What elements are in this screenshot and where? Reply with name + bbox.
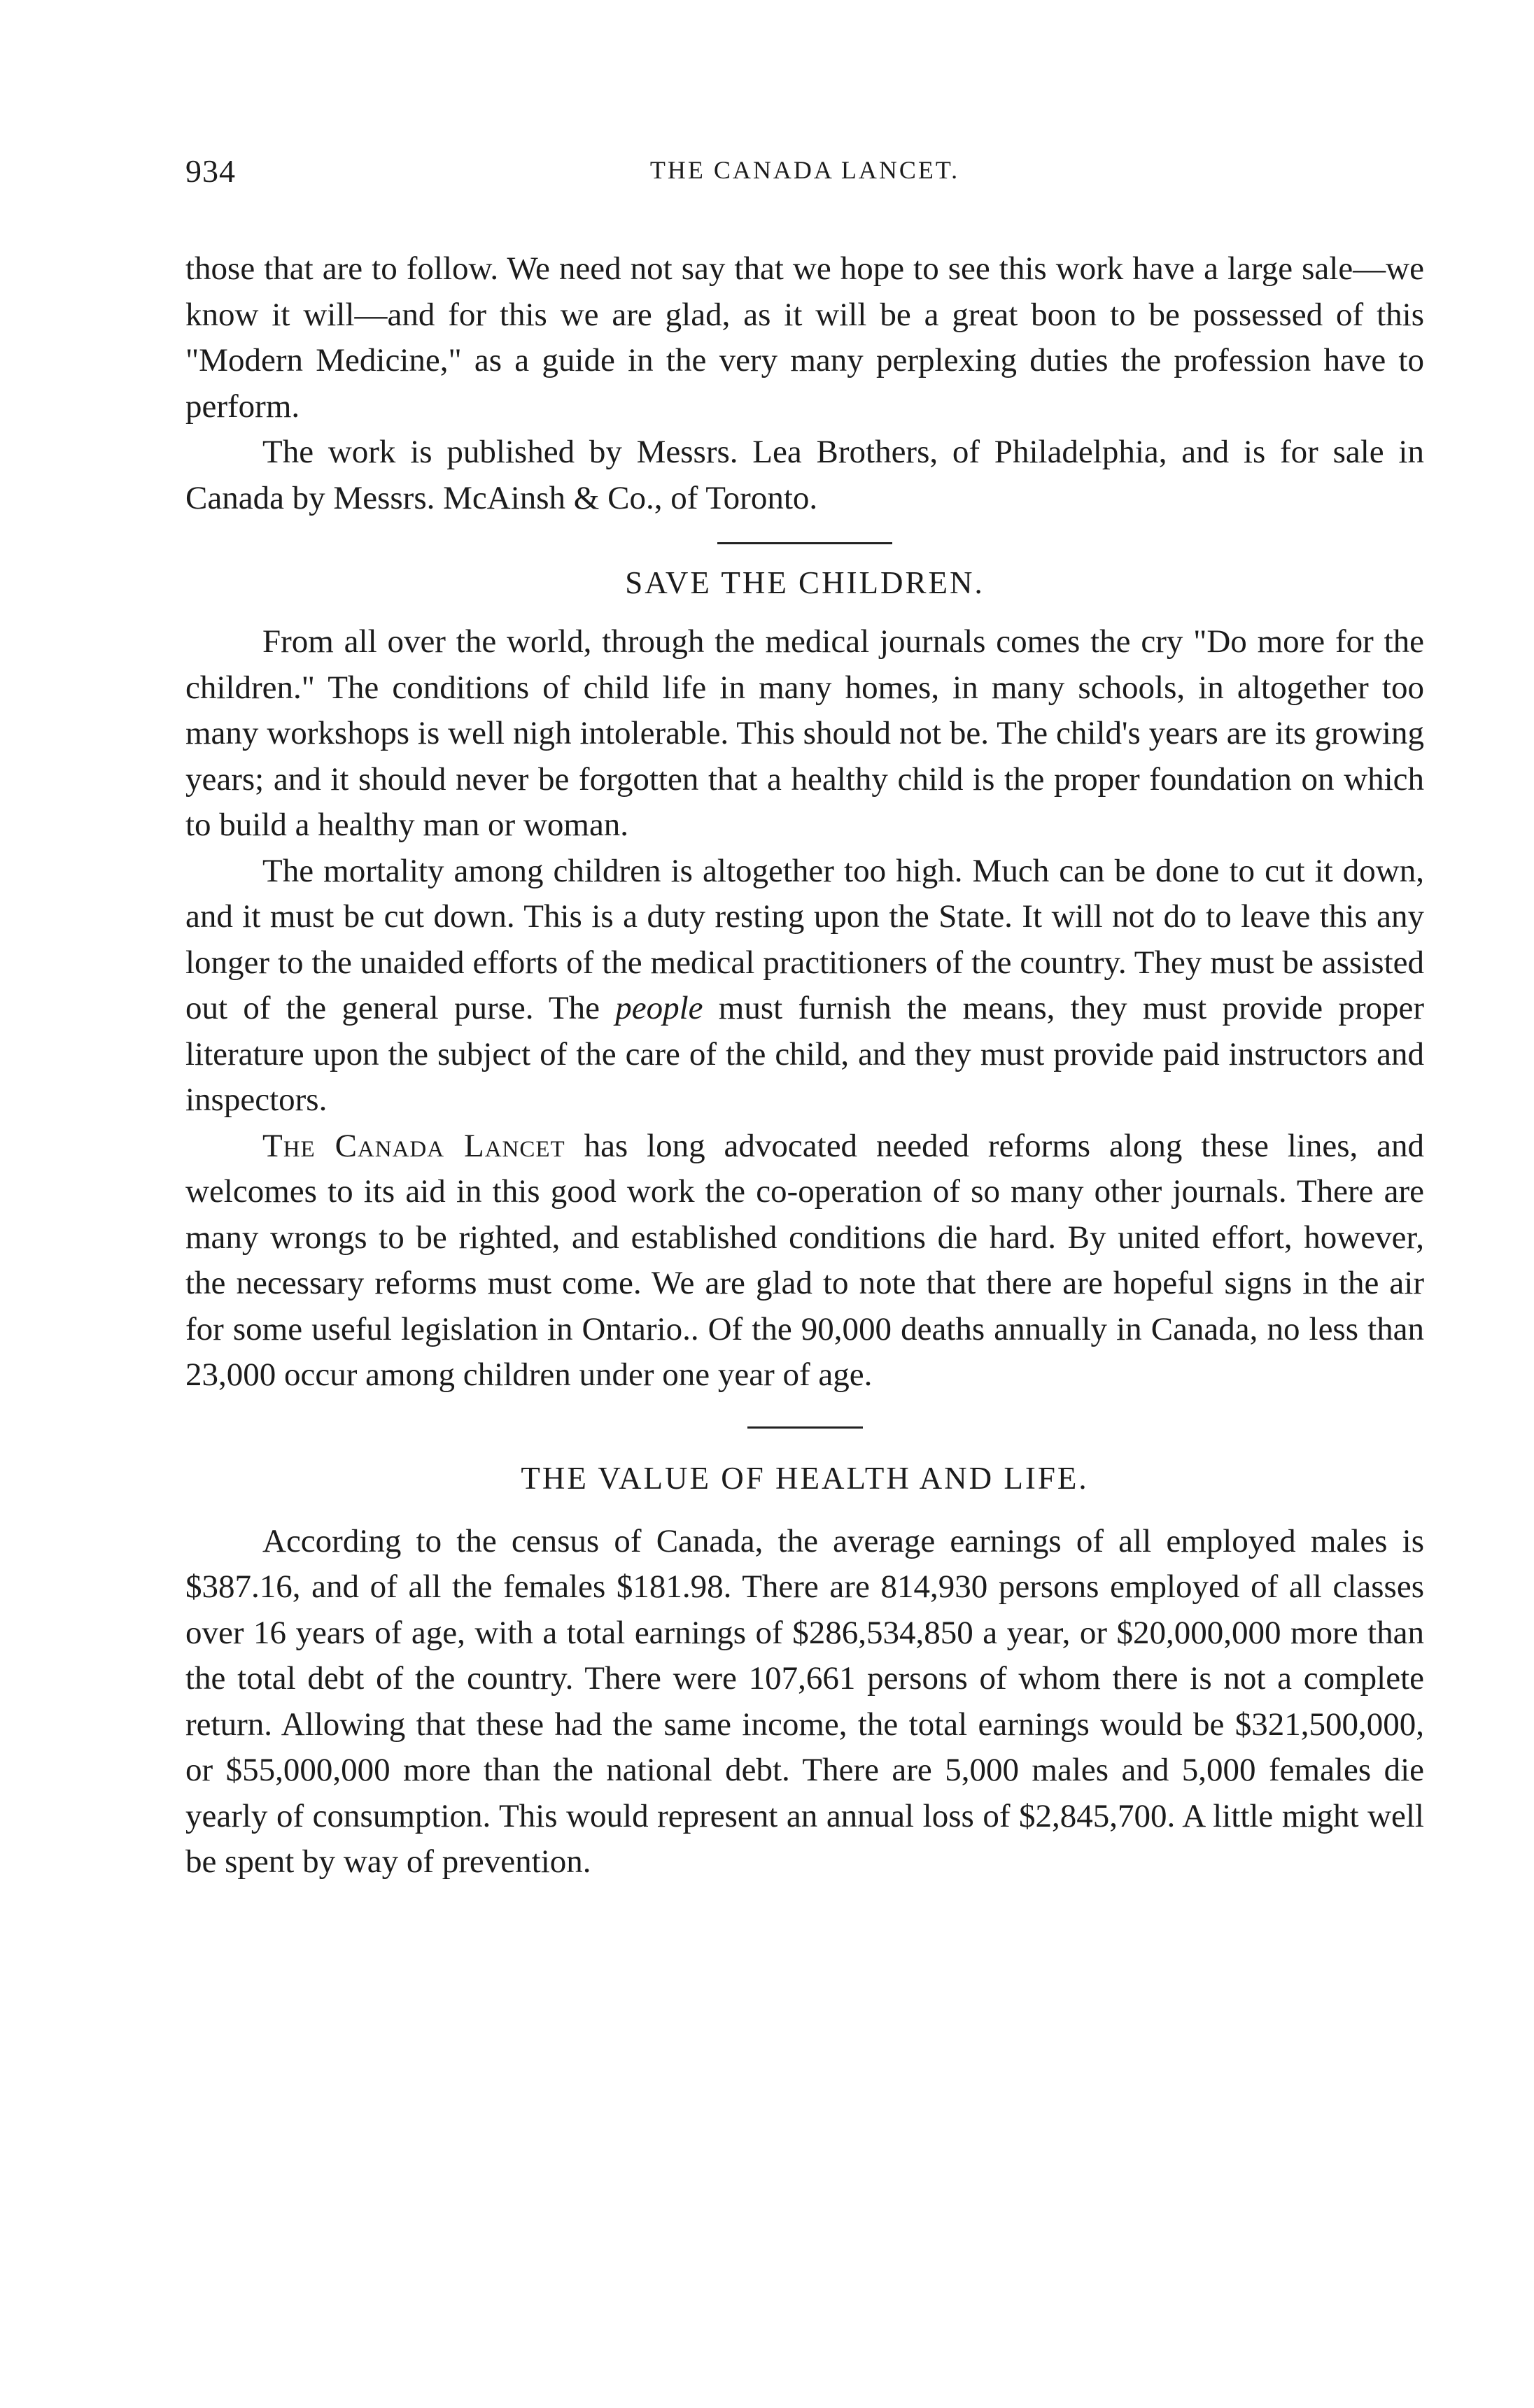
journal-title: THE CANADA LANCET. (649, 156, 960, 184)
heading-value-of-health: THE VALUE OF HEALTH AND LIFE. (521, 1460, 1089, 1496)
journal-name-small-caps: The Canada Lancet (262, 1127, 565, 1164)
intro-paragraph-2: The work is published by Messrs. Lea Brothers, of Philadelphia, and is for sale in Canada by Messrs. McAinsh & Co., of Toronto. (185, 434, 1424, 516)
save-paragraph-1: From all over the world, through the medical journals comes the cry "Do more for the children." The conditions of child life in many homes, in many schools, in altogether too many workshops is well nigh intolerable. This should not be. The child's years are its growing years; and it should never be forgotten that a healthy child is the proper foundation on which to build a healthy man or woman. (185, 623, 1424, 843)
intro-paragraph-1: those that are to follow. We need not say that we hope to see this work have a large sale—we know it will—and for this we are glad, as it will be a great boon to be possessed of this "Modern Medicine," as a guide in the very many perplexing duties the profession have to perform. (185, 250, 1424, 425)
emphasis-people: people (615, 990, 703, 1026)
article-body (185, 246, 1424, 1885)
page-number: 934 (185, 153, 236, 189)
save-paragraph-2 (185, 849, 1424, 1124)
save-paragraph-2-text-a: The mortality among children is altogether too high. Much can be done to cut it down, and it must be cut down. This is a duty resting upon the State. It will not do to leave this any longer to the unaided efforts of the medical practitioners of the country. They must be assisted out of the general purse. The (185, 852, 1424, 1026)
value-paragraph-1: According to the census of Canada, the average earnings of all employed males is $387.16, and of all the females $181.98. There are 814,930 persons employed of all classes over 16 years of age, with a total earnings of $286,534,850 a year, or $20,000,000 more than the total debt of the country. There were 107,661 persons of whom there is not a complete return. Allowing that these had the same income, the total earnings would be $321,500,000, or $55,000,000 more than the national debt. There are 5,000 males and 5,000 females die yearly of consumption. This would represent an annual loss of $2,845,700. A little might well be spent by way of prevention. (185, 1522, 1424, 1880)
section-divider (717, 542, 892, 545)
heading-save-the-children: SAVE THE CHILDREN. (625, 565, 985, 600)
running-head (185, 153, 1424, 194)
save-paragraph-3 (185, 1124, 1424, 1398)
save-paragraph-3-text: has long advocated needed reforms along these lines, and welcomes to its aid in this good work the co-operation of so many other journals. There are many wrongs to be righted, and established conditions die hard. By united effort, however, the necessary reforms must come. We are glad to note that there are hopeful signs in the air for some useful legislation in Ontario.. Of the 90,000 deaths annually in Canada, no less than 23,000 occur among children under one year of age. (185, 1127, 1425, 1393)
section-divider (747, 1426, 863, 1429)
save-paragraph-2-text-b: must furnish the means, they must provide proper literature upon the subject of the care of the child, and they must provide paid instructors and inspectors. (185, 990, 1424, 1118)
